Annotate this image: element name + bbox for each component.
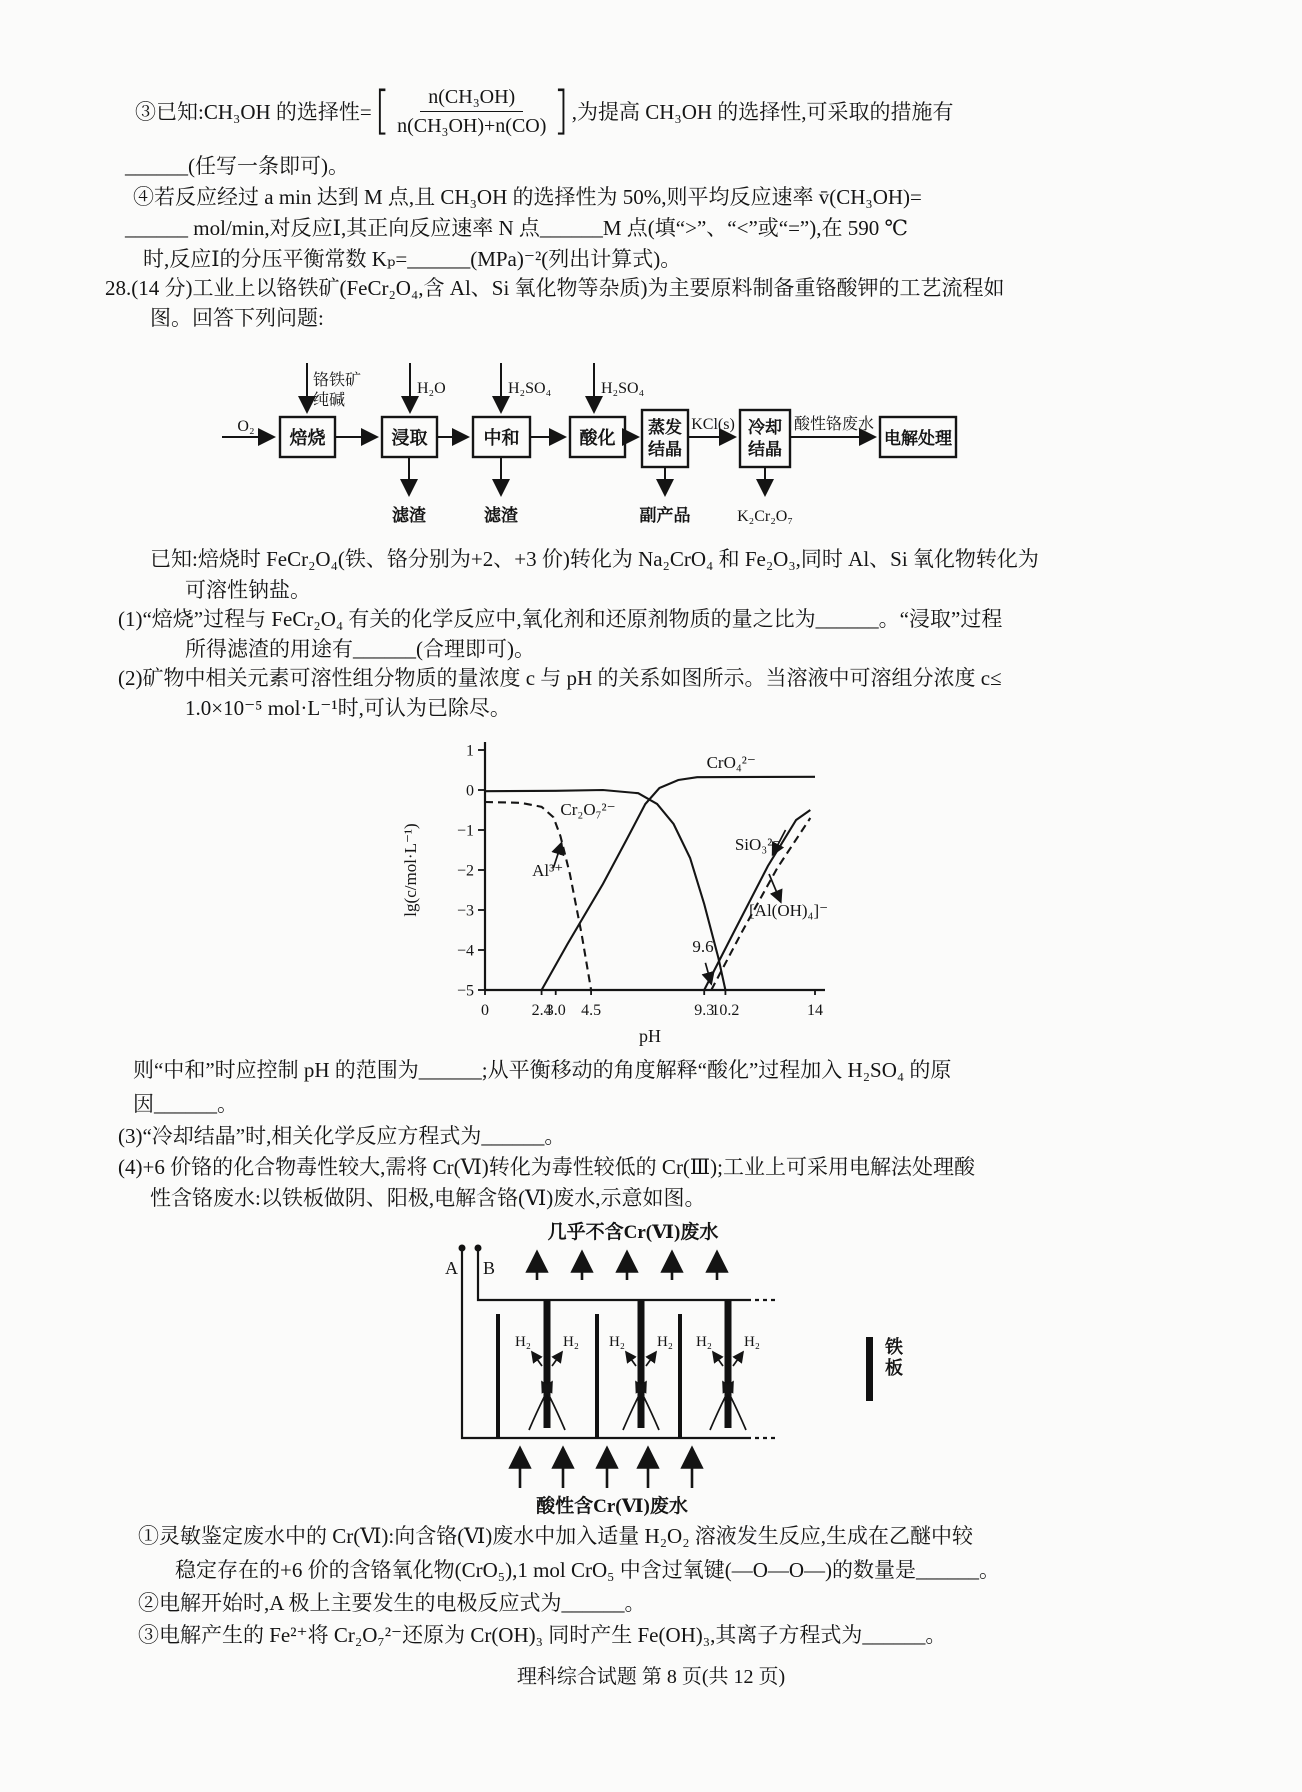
fraction-denominator: n(CH₃OH)+n(CO) xyxy=(397,115,547,137)
y-tick-label: −2 xyxy=(456,862,474,880)
annotation-label: 9.6 xyxy=(692,937,714,956)
process-box-cool-label1: 冷却 xyxy=(748,418,782,437)
h2-gas-label: H₂ xyxy=(608,1334,626,1350)
iron-plate-legend xyxy=(866,1337,906,1401)
fraction-numerator: n(CH₃OH) xyxy=(420,84,523,112)
q28-2-line2: 1.0×10⁻⁵ mol·L⁻¹时,可认为已除尽。 xyxy=(185,696,511,720)
electrolysis-bottom-label: 酸性含Cr(Ⅵ)废水 xyxy=(536,1496,688,1517)
y-tick-label: −3 xyxy=(456,902,474,920)
q27-item4-line1: ④若反应经过 a min 达到 M 点,且 CH₃OH 的选择性为 50%,则平均反应速率 v̄(CH₃OH)= xyxy=(133,185,922,209)
iron-plate-legend-bar xyxy=(866,1337,873,1401)
q28-2-line3: 则“中和”时应控制 pH 的范围为______;从平衡移动的角度解释“酸化”过程加入 H₂SO₄ 的原 xyxy=(133,1058,952,1082)
flow-output-k2cr2o7: K₂Cr₂O₇ xyxy=(737,508,793,525)
q27-item4-line2: ______ mol/min,对反应Ⅰ,其正向反应速率 N 点______M 点(填“>”、“<”或“=”),在 590 ℃ xyxy=(125,216,908,240)
h2-bubble-arrow xyxy=(626,1352,636,1366)
annotation-label: CrO₄²⁻ xyxy=(706,753,756,772)
y-tick-label: −1 xyxy=(456,822,474,840)
h2-gas-label: H₂ xyxy=(562,1334,580,1350)
annotation-arrow xyxy=(769,874,781,902)
x-tick-label: 3.0 xyxy=(545,1002,566,1019)
selectivity-fraction xyxy=(393,84,550,139)
process-flow-diagram xyxy=(200,355,980,545)
h2-gas-label: H₂ xyxy=(656,1334,674,1350)
q28-4-line1: (4)+6 价铬的化合物毒性较大,需将 Cr(Ⅵ)转化为毒性较低的 Cr(Ⅲ);工业上可采用电解法处理酸 xyxy=(118,1155,976,1179)
q28-known-line2: 可溶性钠盐。 xyxy=(185,578,311,602)
q28-4-sub2-line: ②电解开始时,A 极上主要发生的电极反应式为______。 xyxy=(138,1591,646,1615)
annotation-label: [Al(OH)₄]⁻ xyxy=(749,901,829,920)
process-box-roast-label: 焙烧 xyxy=(289,428,326,448)
flow-feed-o2: O₂ xyxy=(237,418,255,435)
h2-bubble-arrow xyxy=(733,1352,743,1366)
q27-item3-line2: ______(任写一条即可)。 xyxy=(125,154,349,178)
series-Al³⁺ xyxy=(485,802,591,990)
process-box-leach-label: 浸取 xyxy=(391,428,428,448)
q27-item3-line1 xyxy=(135,81,954,142)
q28-1-line1: (1)“焙烧”过程与 FeCr₂O₄ 有关的化学反应中,氧化剂和还原剂物质的量之比为______。“浸取”过程 xyxy=(118,607,1003,631)
annotation-label: SiO₃²⁻ xyxy=(734,835,782,854)
y-axis-title: lg(c/mol·L⁻¹) xyxy=(401,823,420,917)
x-tick-label: 10.2 xyxy=(711,1002,740,1019)
h2-bubble-arrow xyxy=(532,1352,542,1366)
y-tick-label: −4 xyxy=(456,942,474,960)
y-tick-label: −5 xyxy=(456,982,474,1000)
electrolysis-top-label: 几乎不含Cr(Ⅵ)废水 xyxy=(547,1222,719,1243)
page-footer: 理科综合试题 第 8 页(共 12 页) xyxy=(516,1666,786,1688)
q28-intro-line2: 图。回答下列问题: xyxy=(150,306,324,330)
h2-bubble-arrow xyxy=(646,1352,656,1366)
flow-input-water: H₂O xyxy=(417,380,446,397)
iron-plate-thin xyxy=(595,1314,599,1438)
annotation-label: Al³⁺ xyxy=(532,861,564,880)
series-Cr₂O₇²⁻ xyxy=(485,790,725,990)
q28-2-line4: 因______。 xyxy=(133,1092,238,1116)
flow-input-ore-line1: 铬铁矿 xyxy=(313,372,362,389)
q27-item3-post: ,为提高 CH₃OH 的选择性,可采取的措施有 xyxy=(571,99,954,124)
iron-plate-thick xyxy=(544,1300,551,1428)
process-box-cool-label2: 结晶 xyxy=(748,440,782,459)
flow-input-h2so4-1: H₂SO₄ xyxy=(508,380,552,397)
x-tick-label: 2.4 xyxy=(531,1002,552,1019)
q27-item4-line3: 时,反应Ⅰ的分压平衡常数 Kₚ=______(MPa)⁻²(列出计算式)。 xyxy=(143,247,682,271)
x-axis-title: pH xyxy=(639,1026,661,1046)
q28-1-line2: 所得滤渣的用途有______(合理即可)。 xyxy=(185,637,535,661)
flow-acid-waste-label: 酸性铬废水 xyxy=(793,416,875,433)
process-box-neutralize-label: 中和 xyxy=(483,428,520,448)
h2-bubble-arrow xyxy=(552,1352,562,1366)
q28-4-sub1-line1: ①灵敏鉴定废水中的 Cr(Ⅵ):向含铬(Ⅵ)废水中加入适量 H₂O₂ 溶液发生反应,生成在乙醚中较 xyxy=(138,1524,974,1548)
q28-4-line2: 性含铬废水:以铁板做阴、阳极,电解含铬(Ⅵ)废水,示意如图。 xyxy=(150,1186,706,1210)
q28-2-line1: (2)矿物中相关元素可溶性组分物质的量浓度 c 与 pH 的关系如图所示。当溶液中可溶组分浓度 c≤ xyxy=(118,666,1002,690)
y-tick-label: 0 xyxy=(466,782,474,800)
annotation-label: Cr₂O₇²⁻ xyxy=(560,799,616,819)
anode-top-bus xyxy=(478,1248,747,1300)
flow-output-byproduct: 副产品 xyxy=(639,506,691,525)
y-tick-label: 1 xyxy=(466,742,474,760)
right-bracket: ] xyxy=(553,81,570,142)
iron-plate-thin xyxy=(496,1314,500,1438)
electrolysis-diagram xyxy=(380,1190,940,1520)
h2-bubble-arrow xyxy=(713,1352,723,1366)
q28-4-sub3-line: ③电解产生的 Fe²⁺将 Cr₂O₇²⁻还原为 Cr(OH)₃ 同时产生 Fe(OH)₃,其离子方程式为______。 xyxy=(138,1623,947,1647)
flow-output-residue-1: 滤渣 xyxy=(392,506,426,525)
x-tick-label: 4.5 xyxy=(581,1002,602,1019)
q28-4-sub1-line2: 稳定存在的+6 价的含铬氧化物(CrO₅),1 mol CrO₅ 中含过氧键(—O—O—)的数量是______。 xyxy=(175,1558,1001,1582)
flow-input-ore-line2: 纯碱 xyxy=(313,392,346,409)
iron-plate-legend-label: 铁板 xyxy=(883,1337,903,1379)
iron-plate-thin xyxy=(678,1314,682,1438)
process-box-acidify-label: 酸化 xyxy=(579,428,616,448)
iron-plate-thick xyxy=(638,1300,645,1428)
x-tick-label: 0 xyxy=(481,1002,489,1019)
h2-gas-label: H₂ xyxy=(743,1334,761,1350)
x-tick-label: 9.3 xyxy=(694,1002,715,1019)
h2-gas-label: H₂ xyxy=(514,1334,532,1350)
h2-gas-label: H₂ xyxy=(695,1334,713,1350)
terminal-a-label: A xyxy=(445,1258,458,1278)
process-box-electrolyze-label: 电解处理 xyxy=(884,429,952,448)
iron-plate-thick xyxy=(725,1300,732,1428)
q28-3-line: (3)“冷却结晶”时,相关化学反应方程式为______。 xyxy=(118,1124,566,1148)
flow-input-h2so4-2: H₂SO₄ xyxy=(601,380,645,397)
terminal-b-label: B xyxy=(483,1258,496,1278)
process-box-evaporate-label2: 结晶 xyxy=(648,440,682,459)
q28-intro-line1: 28.(14 分)工业上以铬铁矿(FeCr₂O₄,含 Al、Si 氧化物等杂质)为主要原料制备重铬酸钾的工艺流程如 xyxy=(105,276,1005,300)
ph-concentration-chart xyxy=(390,720,890,1055)
flow-output-residue-2: 滤渣 xyxy=(484,506,518,525)
x-tick-label: 14 xyxy=(807,1002,823,1019)
q28-known-line1: 已知:焙烧时 FeCr₂O₄(铁、铬分别为+2、+3 价)转化为 Na₂CrO₄ 和 Fe₂O₃,同时 Al、Si 氧化物转化为 xyxy=(150,547,1039,571)
flow-kcl-label: KCl(s) xyxy=(691,416,735,433)
left-bracket: [ xyxy=(374,81,390,142)
q27-item3-pre: ③已知:CH₃OH 的选择性= xyxy=(135,99,372,124)
process-box-evaporate-label1: 蒸发 xyxy=(648,418,682,437)
